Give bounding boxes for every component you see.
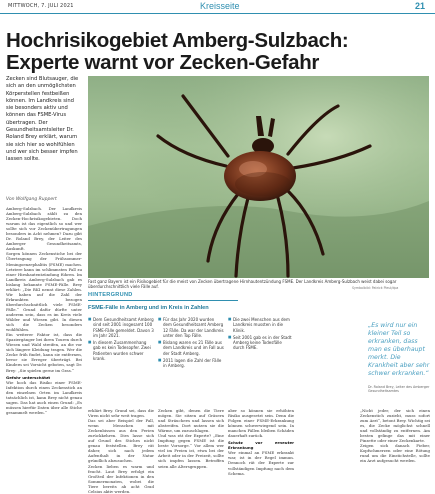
article-column-3 <box>158 408 224 474</box>
issue-date: MITTWOCH, 7. JULI 2021 <box>8 3 74 9</box>
paragraph: Ein weiterer Faktor ist, dass die Spaziergänger bei ihren Touren durch Wiesen und Wald streifen, an die vor sich längere Kleidung tragen. Wer die Zecke früh findet, kann sie entfernen, bevor sie Erreger überträgt. Bei Kindern sei Vorsicht geboten, sagt Dr. Brey: „Sie spielen gerne im Gras.“ <box>6 332 82 373</box>
subheading: Gefahr unterschätzt <box>6 374 51 380</box>
quote-author: Dr. Roland Brey, Leiter des Amberger Gesundheitsamtes <box>368 385 430 394</box>
section-title: Kreisseite <box>200 1 240 11</box>
paragraph: Amberg-Sulzbach. Der Landkreis Amberg-Sulzbach zählt zu den Zecken-Hochrisikogebieten. Doch warum ist das eigentlich so und wer sollte sich vor Zeckenübertragungen besonders in Acht nehmen? Dazu gibt Dr. Roland Brey, der Leiter des Amberger Gesundheitsamts, Auskunft. <box>6 206 82 252</box>
infobox-item: ■ In diesem Zusammenhang gab es kein Todesopfer. Zwei Patienten wurden schwer krank. <box>88 340 154 361</box>
pull-quote: „Es wird nur ein kleiner Teil so erkranken, dass man es überhaupt merkt. Die Krankheit aber sehr schwer erkranken.“ <box>368 322 430 377</box>
article-column-5 <box>360 408 430 474</box>
infobox-item: ■ Dem Gesundheitsamt Amberg sind seit 2001 insgesamt 100 FSME-Fälle gemeldet. Davon 3 im Jahr 2021. <box>88 317 154 338</box>
infobox-column-3 <box>228 317 294 353</box>
infobox-item: ■ Seit 2001 gab es in der Stadt Amberg keine Todesfälle durch FSME. <box>228 335 294 351</box>
paragraph: erklärt Brey. Grund sei, dass die Viren nicht sehr weit tragen. <box>88 408 154 419</box>
infobox-item: ■ 2011 lagen die Zahl der Fälle in Amberg. <box>158 358 224 369</box>
tick-illustration <box>88 76 429 278</box>
headline-line-1: Hochrisikogebiet Amberg-Sulzbach: <box>6 29 349 52</box>
infobox-item: ■ Für das Jahr 2020 wurden dem Gesundheitsamt Amberg 12 Fälle. Da war der Landkreis unter den Top Fälle. <box>158 317 224 338</box>
photo-caption: Fast ganz Bayern ist ein Risikogebiet für die meist von Zecken übertragene Hirnhautentzündung FSME. Der Landkreis Amberg-Sulzbach weist dabei sogar überdurchschnittlich viele Fälle auf. <box>88 279 397 289</box>
infobox-column-1 <box>88 317 154 363</box>
subheading: Schutz vor erneuter Erkrankung <box>228 440 294 451</box>
article-column-4 <box>228 408 294 474</box>
article-column-2 <box>88 408 154 494</box>
paragraph: Wer einmal an FSME erkrankt war, ist in der Regel immun. Dennoch rät der Experte zur vollständigen Impfung nach dem Schema. <box>228 450 294 476</box>
infobox-item: ■ Bislang waren es 21 Fälle aus dem Landkreis und im Fall aus der Stadt Amberg. <box>158 340 224 356</box>
page-header <box>0 0 435 14</box>
article-byline: Von Wolfgang Ruppert <box>6 197 57 202</box>
article-lead: Zecken sind Blutsauger, die sich an den unmöglichsten Körperstellen festbeißen können. Im Landkreis sind sie besonders aktiv und können das FSME-Virus übertragen. Der Gesundheitsamtsleiter Dr. Roland Brey erklärt, warum sie sich hier so wohlfühlen und wer sich besser impfen lassen sollte. <box>6 76 79 163</box>
paragraph: Zeigen sich danach Fieber, Kopfschmerzen oder eine Rötung rund um die Einstichstelle, sollte ein Arzt aufgesucht werden. <box>360 443 430 464</box>
photo-credit: Symbolbild: Patrick Pleul/dpa <box>352 286 399 290</box>
article-headline <box>6 30 426 74</box>
infobox-column-2 <box>158 317 224 371</box>
infobox-title: FSME-Fälle in Amberg und im Kreis in Zahlen <box>88 305 209 311</box>
paragraph: Sorgen können Zeckenstiche bei der Übertragung der Frühsommer-Meningoenzephalitis (FSME) machen. Letztere kann im schlimmsten Fall zu einer Hirnhautentzündung führen. Im Landkreis Amberg-Sulzbach gab es bislang bekannte FSME-Fälle. Brey erklärt: „Die RKI nennt diese Zahlen. Wir haben auf die Zahl der Erkrankten bezogen überdurchschnittlich viele FSME-Fälle.“ Grund dafür dürfte unter anderem sein, dass es im Kreis viele Wälder und Wiesen gibt. In diesen sich die Zecken besonders wohlfühlen. <box>6 251 82 333</box>
paragraph: aber so können sie erhöhten Risiko ausgesetzt sein. Denn die Folgen einer FSME-Erkrankung können schwerwiegend sein. In manchen Fällen bleiben Schäden dauerhaft zurück. <box>228 408 294 439</box>
paragraph: Zecken gibt, denen die Tiere mögen. Sie sitzen auf Gräsern und Sträuchern und lassen sich abstreifen. Dort nutzen sie die Wärme, um zuzuschlagen. <box>158 408 224 434</box>
paragraph: Das sei aber Beispiel der Fall, wenn Menschen mit Zeckenbissen aus den Ferien zurückkehren. Dies lasse sich auf Grund des Stiches nicht genau feststellen. Brey rät daher, sich nach jedem Aufenthalt in der Natur gründlich abzusuchen. <box>88 418 154 464</box>
page-number: 21 <box>414 1 425 11</box>
paragraph: Zecken lieben es warm und feucht. Laut Brey erfolgt ein Großteil der Infektionen in den Sommermonaten, wobei die Tiere bereits ab acht Grad Celsius aktiv werden. <box>88 463 154 494</box>
infobox-label: HINTERGRUND <box>88 292 133 298</box>
infobox-item: ■ Die zwei Menschen aus dem Landkreis mussten in die Klinik. <box>228 317 294 333</box>
tick-photo <box>88 76 429 278</box>
paragraph: Und was rät der Experte? „Eine Impfung gegen FSME ist die beste Vorsorge.“ Vor allem wer viel im Freien ist, etwa bei der Arbeit oder in der Freizeit, sollte sich impfen lassen. Betroffen seien alle Altersgruppen. <box>158 433 224 469</box>
headline-line-2: Experte warnt vor Zecken-Gefahr <box>6 51 320 74</box>
article-column-1 <box>6 206 82 474</box>
paragraph: „Nicht jeder, der sich einen Zeckenstich zuzieht, muss sofort zum Arzt“, betont Brey. Wichtig sei es, die Zecke möglichst schnell und vollständig zu entfernen. Am besten gelinge das mit einer Pinzette oder einer Zeckenkarte. <box>360 408 430 444</box>
paragraph: Wie hoch das Risiko einer FSME-Infektion durch einen Zeckenstich an den einzelnen Orten im Landkreis tatsächlich ist, kann Brey nicht genau sagen. Das hat auch einen Grund: „Es müssen hierfür Daten über alle Stiche gesammelt werden.“ <box>6 379 82 415</box>
